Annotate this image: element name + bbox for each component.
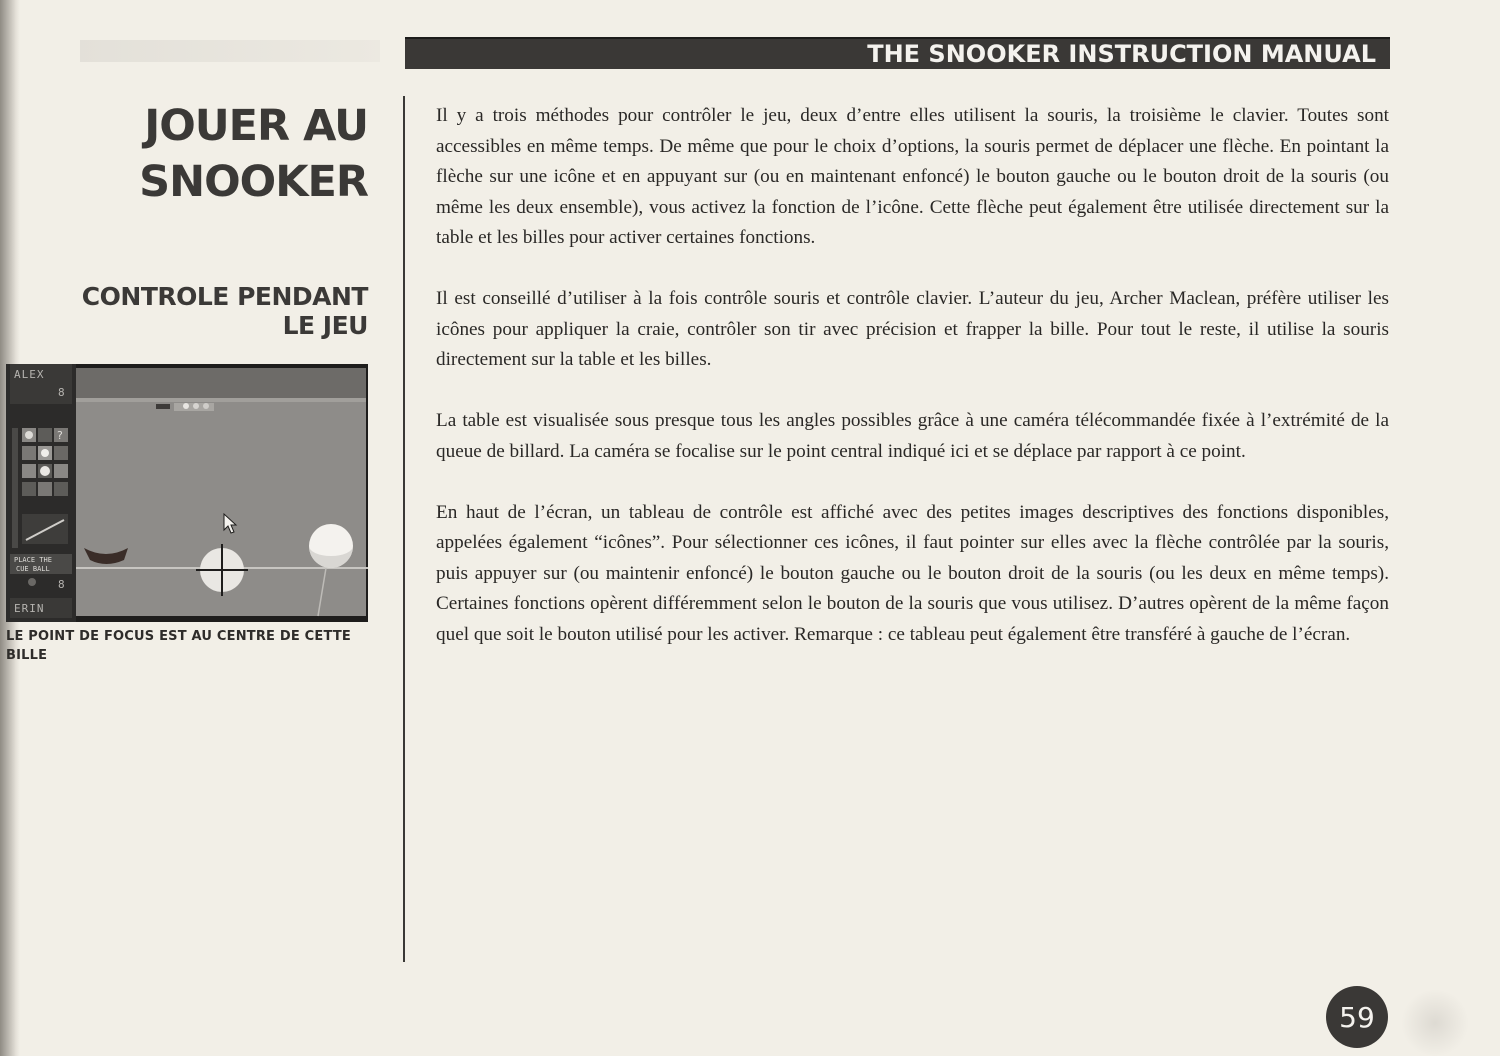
page-number: 59: [1326, 986, 1388, 1048]
player-1-score: 8: [58, 386, 65, 399]
column-divider: [403, 96, 405, 962]
page-title-line-1: JOUER AU: [144, 101, 368, 151]
page-title-line-2: SNOOKER: [139, 157, 368, 207]
player-2-name: ERIN: [14, 602, 45, 615]
header-bleed-through: [80, 40, 380, 62]
table-far-cushion: [76, 368, 366, 400]
paragraph: Il est conseillé d’utiliser à la fois contrôle souris et contrôle clavier. L’auteur du jeu, Archer Maclean, préfère utiliser les icônes pour appliquer la craie, contrôler son tir avec précision et frapper la bille. Pour tout le reste, il utilise la souris directement sur la table et les billes.: [436, 288, 1389, 370]
section-title-line-2: LE JEU: [282, 311, 368, 340]
player-2-score: 8: [58, 578, 65, 591]
paragraph: La table est visualisée sous presque tous les angles possibles grâce à une caméra télécommandée fixée à l’extrémité de la queue de billard. La caméra se focalise sur le point central indiqué ici et se déplace par rapport à ce point.: [436, 410, 1389, 462]
hud-prompt-line-2: CUE BALL: [16, 565, 50, 573]
section-title: [20, 282, 368, 340]
header-title: THE SNOOKER INSTRUCTION MANUAL: [867, 40, 1376, 68]
svg-text:?: ?: [57, 429, 63, 442]
header-bar: [405, 37, 1390, 69]
page-edge-shadow: [1400, 990, 1470, 1056]
player-1-name: ALEX: [14, 368, 45, 381]
paragraph: Il y a trois méthodes pour contrôler le jeu, deux d’entre elles utilisent la souris, la troisième le clavier. Toutes sont accessibles en même temps. De même que pour le choix d’options, la souris permet de déplacer une flèche. En pointant la flèche sur une icône et en appuyant sur (ou en maintenant enfoncé) le bouton gauche ou le bouton droit de la souris (ou même les deux ensemble), vous activez la fonction de l’icône. Cette flèche peut également être utilisée directement sur la table et les billes pour activer certaines fonctions.: [436, 105, 1389, 248]
figure-caption: LE POINT DE FOCUS EST AU CENTRE DE CETTE BILLE: [6, 629, 351, 663]
game-screenshot: [6, 364, 368, 622]
section-title-line-1: CONTROLE PENDANT: [81, 282, 368, 311]
game-screenshot-figure: [6, 364, 368, 622]
page-title: [80, 98, 368, 210]
hud-prompt-line-1: PLACE THE: [14, 556, 52, 564]
body-text: [436, 101, 1389, 681]
paragraph: En haut de l’écran, un tableau de contrôle est affiché avec des petites images descriptives des fonctions disponibles, appelées également “icônes”. Pour sélectionner ces icônes, il faut pointer sur elles avec la flèche contrôlée par la souris, puis appuyer sur (ou maintenir enfoncé) le bouton gauche ou le bouton droit de la souris (ou les deux en même temps). Certaines fonctions opèrent différemment selon le bouton de la souris que vous utilisez. D’autres opèrent de la même façon quel que soit le bouton utilisé pour les activer. Remarque : ce tableau peut également être transféré à gauche de l’écran.: [436, 501, 1389, 645]
